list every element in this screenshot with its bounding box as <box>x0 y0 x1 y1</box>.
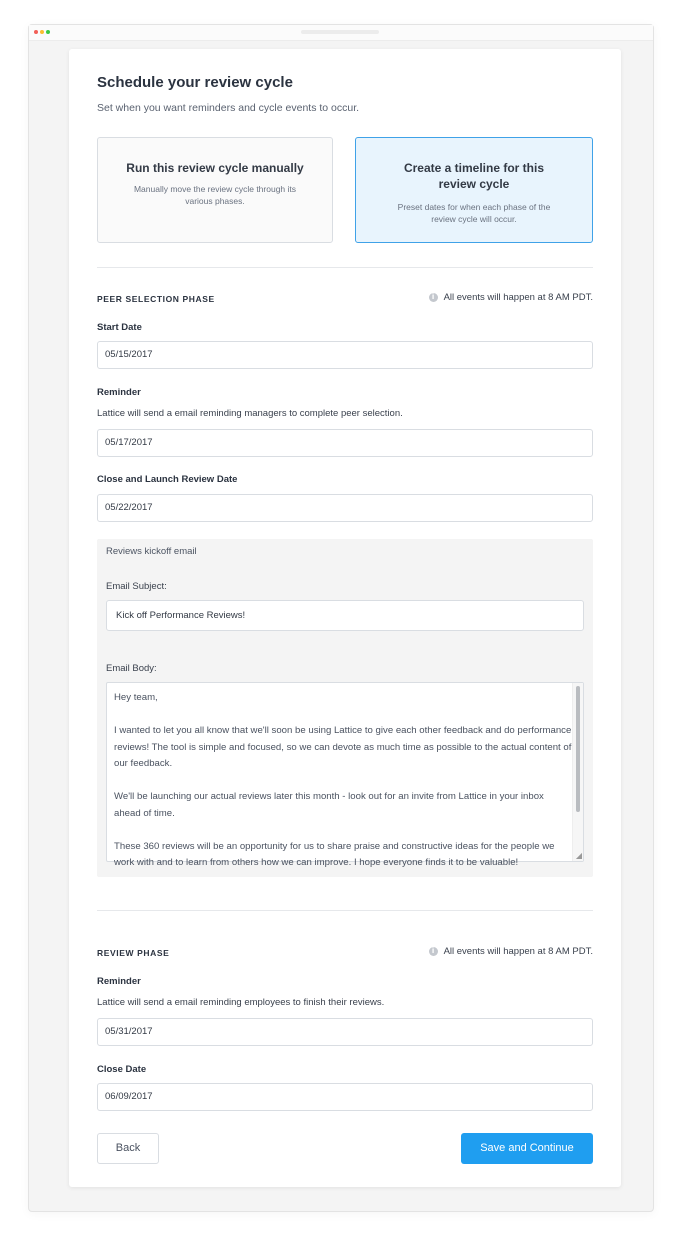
maximize-window-icon[interactable] <box>46 30 50 34</box>
section-divider <box>97 267 593 268</box>
start-date-label: Start Date <box>97 322 142 333</box>
peer-phase-label: PEER SELECTION PHASE <box>97 294 215 304</box>
email-body-label: Email Body: <box>106 663 157 674</box>
email-body-paragraph: We'll be launching our actual reviews later this month - look out for an invite from Lattice in your inbox ahead of time. <box>114 791 544 819</box>
email-body-text <box>114 690 572 888</box>
schedule-card <box>69 49 621 1187</box>
timeline-option-description: Preset dates for when each phase of the review cycle will occur. <box>397 202 551 224</box>
page-subtitle: Set when you want reminders and cycle events to occur. <box>97 102 360 114</box>
close-launch-date-input[interactable]: 05/22/2017 <box>97 494 593 522</box>
peer-reminder-help: Lattice will send a email reminding managers to complete peer selection. <box>97 408 403 419</box>
peer-reminder-label: Reminder <box>97 387 141 398</box>
email-subject-label: Email Subject: <box>106 581 167 592</box>
close-date-label: Close Date <box>97 1064 147 1075</box>
manual-option-description: Manually move the review cycle through its various phases. <box>133 184 297 206</box>
address-bar[interactable] <box>301 30 379 34</box>
info-icon: i <box>429 293 438 302</box>
browser-window <box>28 24 654 1212</box>
review-reminder-label: Reminder <box>97 976 141 987</box>
review-reminder-help: Lattice will send a email reminding employees to finish their reviews. <box>97 997 385 1008</box>
kickoff-email-title: Reviews kickoff email <box>106 546 197 557</box>
resize-grip-icon[interactable]: ◢ <box>575 851 582 860</box>
close-launch-date-label: Close and Launch Review Date <box>97 474 238 485</box>
timeline-cycle-option[interactable] <box>355 137 593 243</box>
timeline-option-title: Create a timeline for this review cycle <box>403 161 545 191</box>
email-body-textarea[interactable] <box>106 682 584 868</box>
peer-phase-note-text: All events will happen at 8 AM PDT. <box>443 292 593 303</box>
email-subject-input[interactable]: Kick off Performance Reviews! <box>106 600 584 631</box>
scrollbar-thumb[interactable] <box>576 686 580 812</box>
close-window-icon[interactable] <box>34 30 38 34</box>
minimize-window-icon[interactable] <box>40 30 44 34</box>
email-body-paragraph: Hey team, <box>114 692 158 703</box>
back-button[interactable]: Back <box>97 1133 159 1164</box>
review-reminder-date-input[interactable]: 05/31/2017 <box>97 1018 593 1046</box>
section-divider <box>97 910 593 911</box>
manual-cycle-option[interactable] <box>97 137 333 243</box>
review-phase-note <box>429 946 593 957</box>
window-titlebar <box>29 25 653 41</box>
manual-option-title: Run this review cycle manually <box>126 161 304 175</box>
review-phase-note-text: All events will happen at 8 AM PDT. <box>443 946 593 957</box>
kickoff-email-panel <box>97 539 593 877</box>
start-date-input[interactable]: 05/15/2017 <box>97 341 593 369</box>
email-body-scrollbar[interactable] <box>572 683 583 861</box>
close-date-input[interactable]: 06/09/2017 <box>97 1083 593 1111</box>
review-phase-label: REVIEW PHASE <box>97 948 170 958</box>
save-and-continue-button[interactable]: Save and Continue <box>461 1133 593 1164</box>
email-body-paragraph: I wanted to let you all know that we'll soon be using Lattice to give each other feedback and do performance reviews! The tool is simple and focused, so we can devote as much time as possible to the actual content of our feedback. <box>114 725 572 769</box>
page-title: Schedule your review cycle <box>97 74 293 91</box>
info-icon: i <box>429 947 438 956</box>
peer-phase-note <box>429 292 593 303</box>
email-body-paragraph: These 360 reviews will be an opportunity for us to share praise and constructive ideas for the people we work with and to learn from others how we can improve. I hope everyone finds it to be valuable! <box>114 840 555 868</box>
peer-reminder-date-input[interactable]: 05/17/2017 <box>97 429 593 457</box>
